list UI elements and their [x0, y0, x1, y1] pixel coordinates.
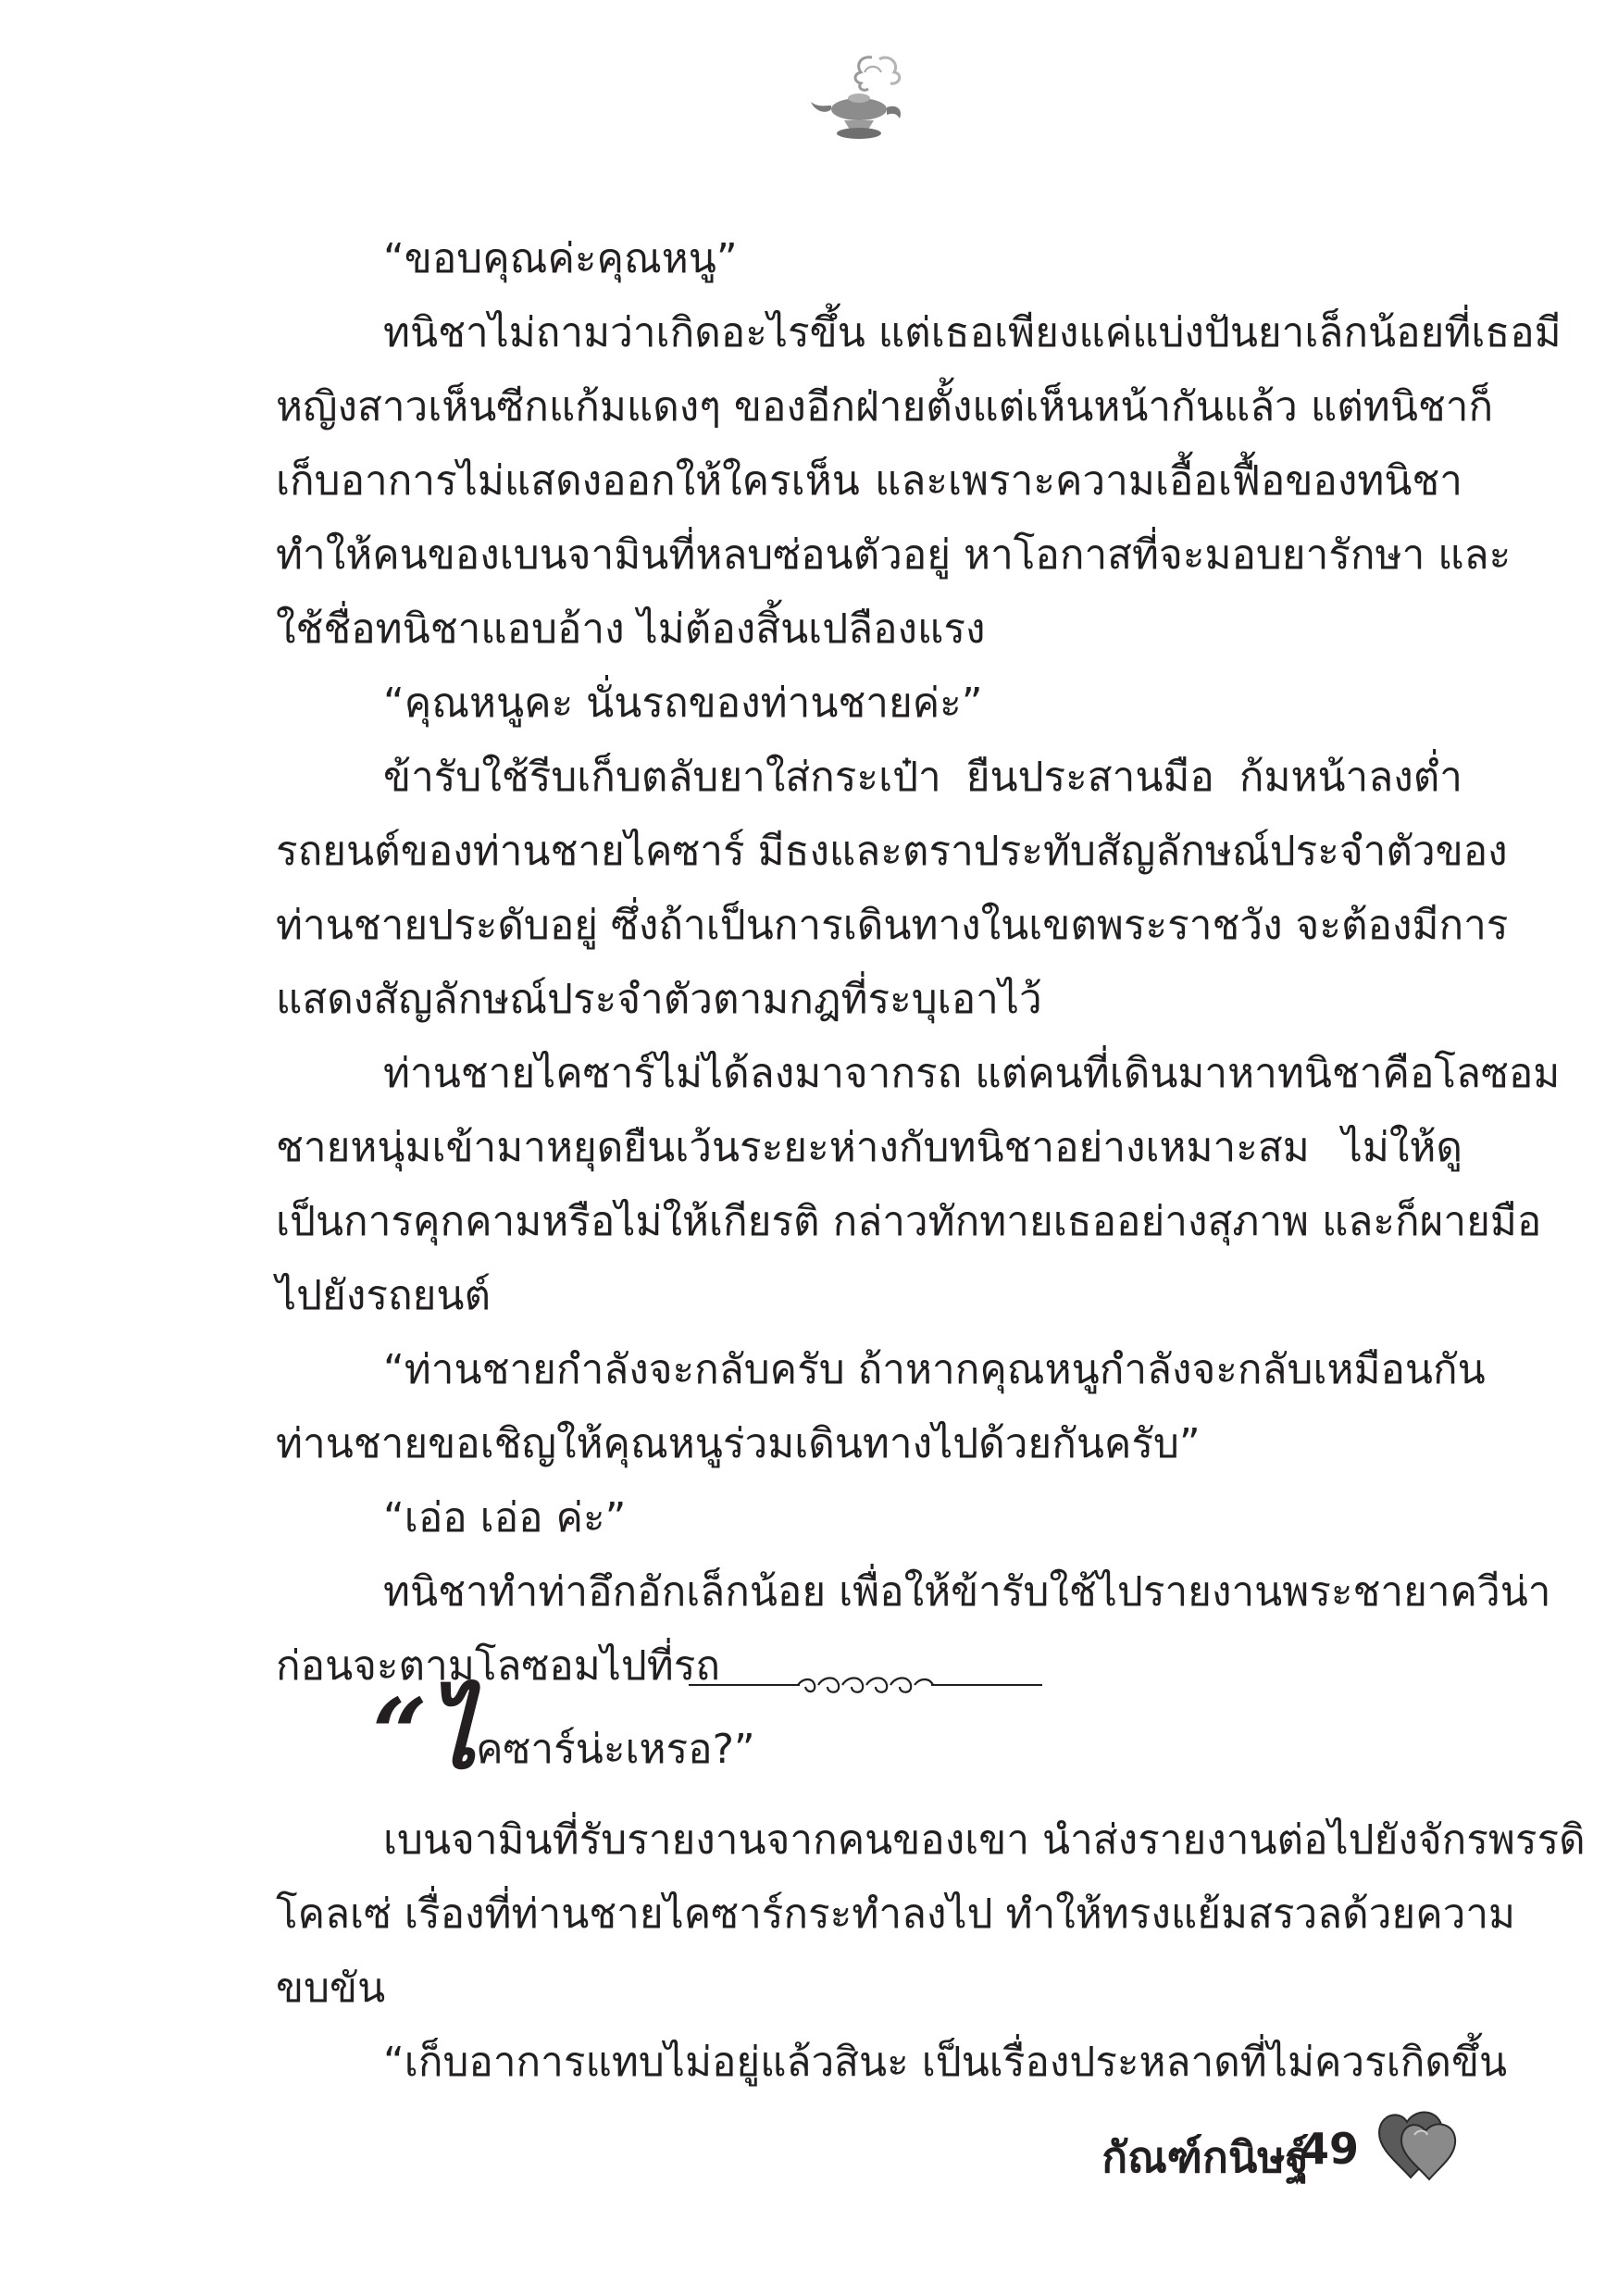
paragraph-line: ทำให้คนของเบนจามินที่หลบซ่อนตัวอยู่ หาโอกาสที่จะมอบยารักษา และ	[276, 531, 1512, 579]
paragraph-line: เบนจามินที่รับรายงานจากคนของเขา นำส่งรายงานต่อไปยังจักรพรรดิ	[383, 1816, 1586, 1864]
paragraph-line: “เก็บอาการแทบไม่อยู่แล้วสินะ เป็นเรื่องประหลาดที่ไม่ควรเกิดขึ้น	[383, 2039, 1508, 2086]
hearts-icon	[1359, 2107, 1462, 2189]
chapter-opening	[372, 1677, 755, 1794]
paragraph-line: เก็บอาการไม่แสดงออกให้ใครเห็น และเพราะความเอื้อเฟื้อของทนิชา	[276, 457, 1462, 505]
paragraph-line: หญิงสาวเห็นซีกแก้มแดงๆ ของอีกฝ่ายตั้งแต่เห็นหน้ากันแล้ว แต่ทนิชาก็	[276, 383, 1494, 430]
paragraph-line: แสดงสัญลักษณ์ประจำตัวตามกฎที่ระบุเอาไว้	[276, 976, 1042, 1023]
page-footer	[944, 2092, 1462, 2203]
paragraph-line: ท่านชายประดับอยู่ ซึ่งถ้าเป็นการเดินทางในเขตพระราชวัง จะต้องมีการ	[276, 902, 1509, 949]
paragraph-line: ข้ารับใช้รีบเก็บตลับยาใส่กระเป๋า ยืนประสานมือ ก้มหน้าลงต่ำ	[383, 754, 1462, 801]
page-number: 49	[1299, 2124, 1359, 2174]
paragraph-line: ทนิชาไม่ถามว่าเกิดอะไรขึ้น แต่เธอเพียงแค่แบ่งปันยาเล็กน้อยที่เธอมี	[383, 309, 1562, 356]
paragraph-line: ก่อนจะตามโลซอมไปที่รถ	[276, 1642, 721, 1690]
drop-cap-rest: คซาร์น่ะเหรอ?”	[476, 1726, 755, 1773]
paragraph-line: รถยนต์ของท่านชายไคซาร์ มีธงและตราประทับสัญลักษณ์ประจำตัวของ	[276, 828, 1508, 875]
paragraph-line: ทนิชาทำท่าอึกอักเล็กน้อย เพื่อให้ข้ารับใช้ไปรายงานพระชายาควีน่า	[383, 1568, 1551, 1616]
paragraph-line: เป็นการคุกคามหรือไม่ให้เกียรติ กล่าวทักทายเธออย่างสุภาพ และก็ผายมือ	[276, 1198, 1542, 1245]
book-title: กัณฑ์กนิษฐ์	[1101, 2132, 1309, 2182]
paragraph-line: ชายหนุ่มเข้ามาหยุดยืนเว้นระยะห่างกับทนิชาอย่างเหมาะสม ไม่ให้ดู	[276, 1124, 1462, 1171]
paragraph-line: ใช้ชื่อทนิชาแอบอ้าง ไม่ต้องสิ้นเปลืองแรง	[276, 605, 986, 653]
paragraph-line: “ท่านชายกำลังจะกลับครับ ถ้าหากคุณหนูกำลังจะกลับเหมือนกัน	[383, 1346, 1486, 1393]
drop-cap: “ไ	[372, 1677, 477, 1791]
paragraph-line: โคลเซ่ เรื่องที่ท่านชายไคซาร์กระทำลงไป ทำให้ทรงแย้มสรวลด้วยความ	[276, 1890, 1516, 1938]
paragraph-line: “คุณหนูคะ นั่นรถของท่านชายค่ะ”	[383, 680, 983, 727]
paragraph-line: “ขอบคุณค่ะคุณหนู”	[383, 235, 738, 282]
paragraph-line: ไปยังรถยนต์	[276, 1272, 492, 1319]
paragraph-line: ท่านชายขอเชิญให้คุณหนูร่วมเดินทางไปด้วยกันครับ”	[276, 1420, 1201, 1467]
paragraph-line: ขบขัน	[276, 1965, 386, 2012]
genie-lamp-icon	[807, 54, 916, 146]
paragraph-line: ท่านชายไคซาร์ไม่ได้ลงมาจากรถ แต่คนที่เดินมาหาทนิชาคือโลซอม	[383, 1050, 1561, 1097]
paragraph-line: “เอ่อ เอ่อ ค่ะ”	[383, 1494, 627, 1541]
